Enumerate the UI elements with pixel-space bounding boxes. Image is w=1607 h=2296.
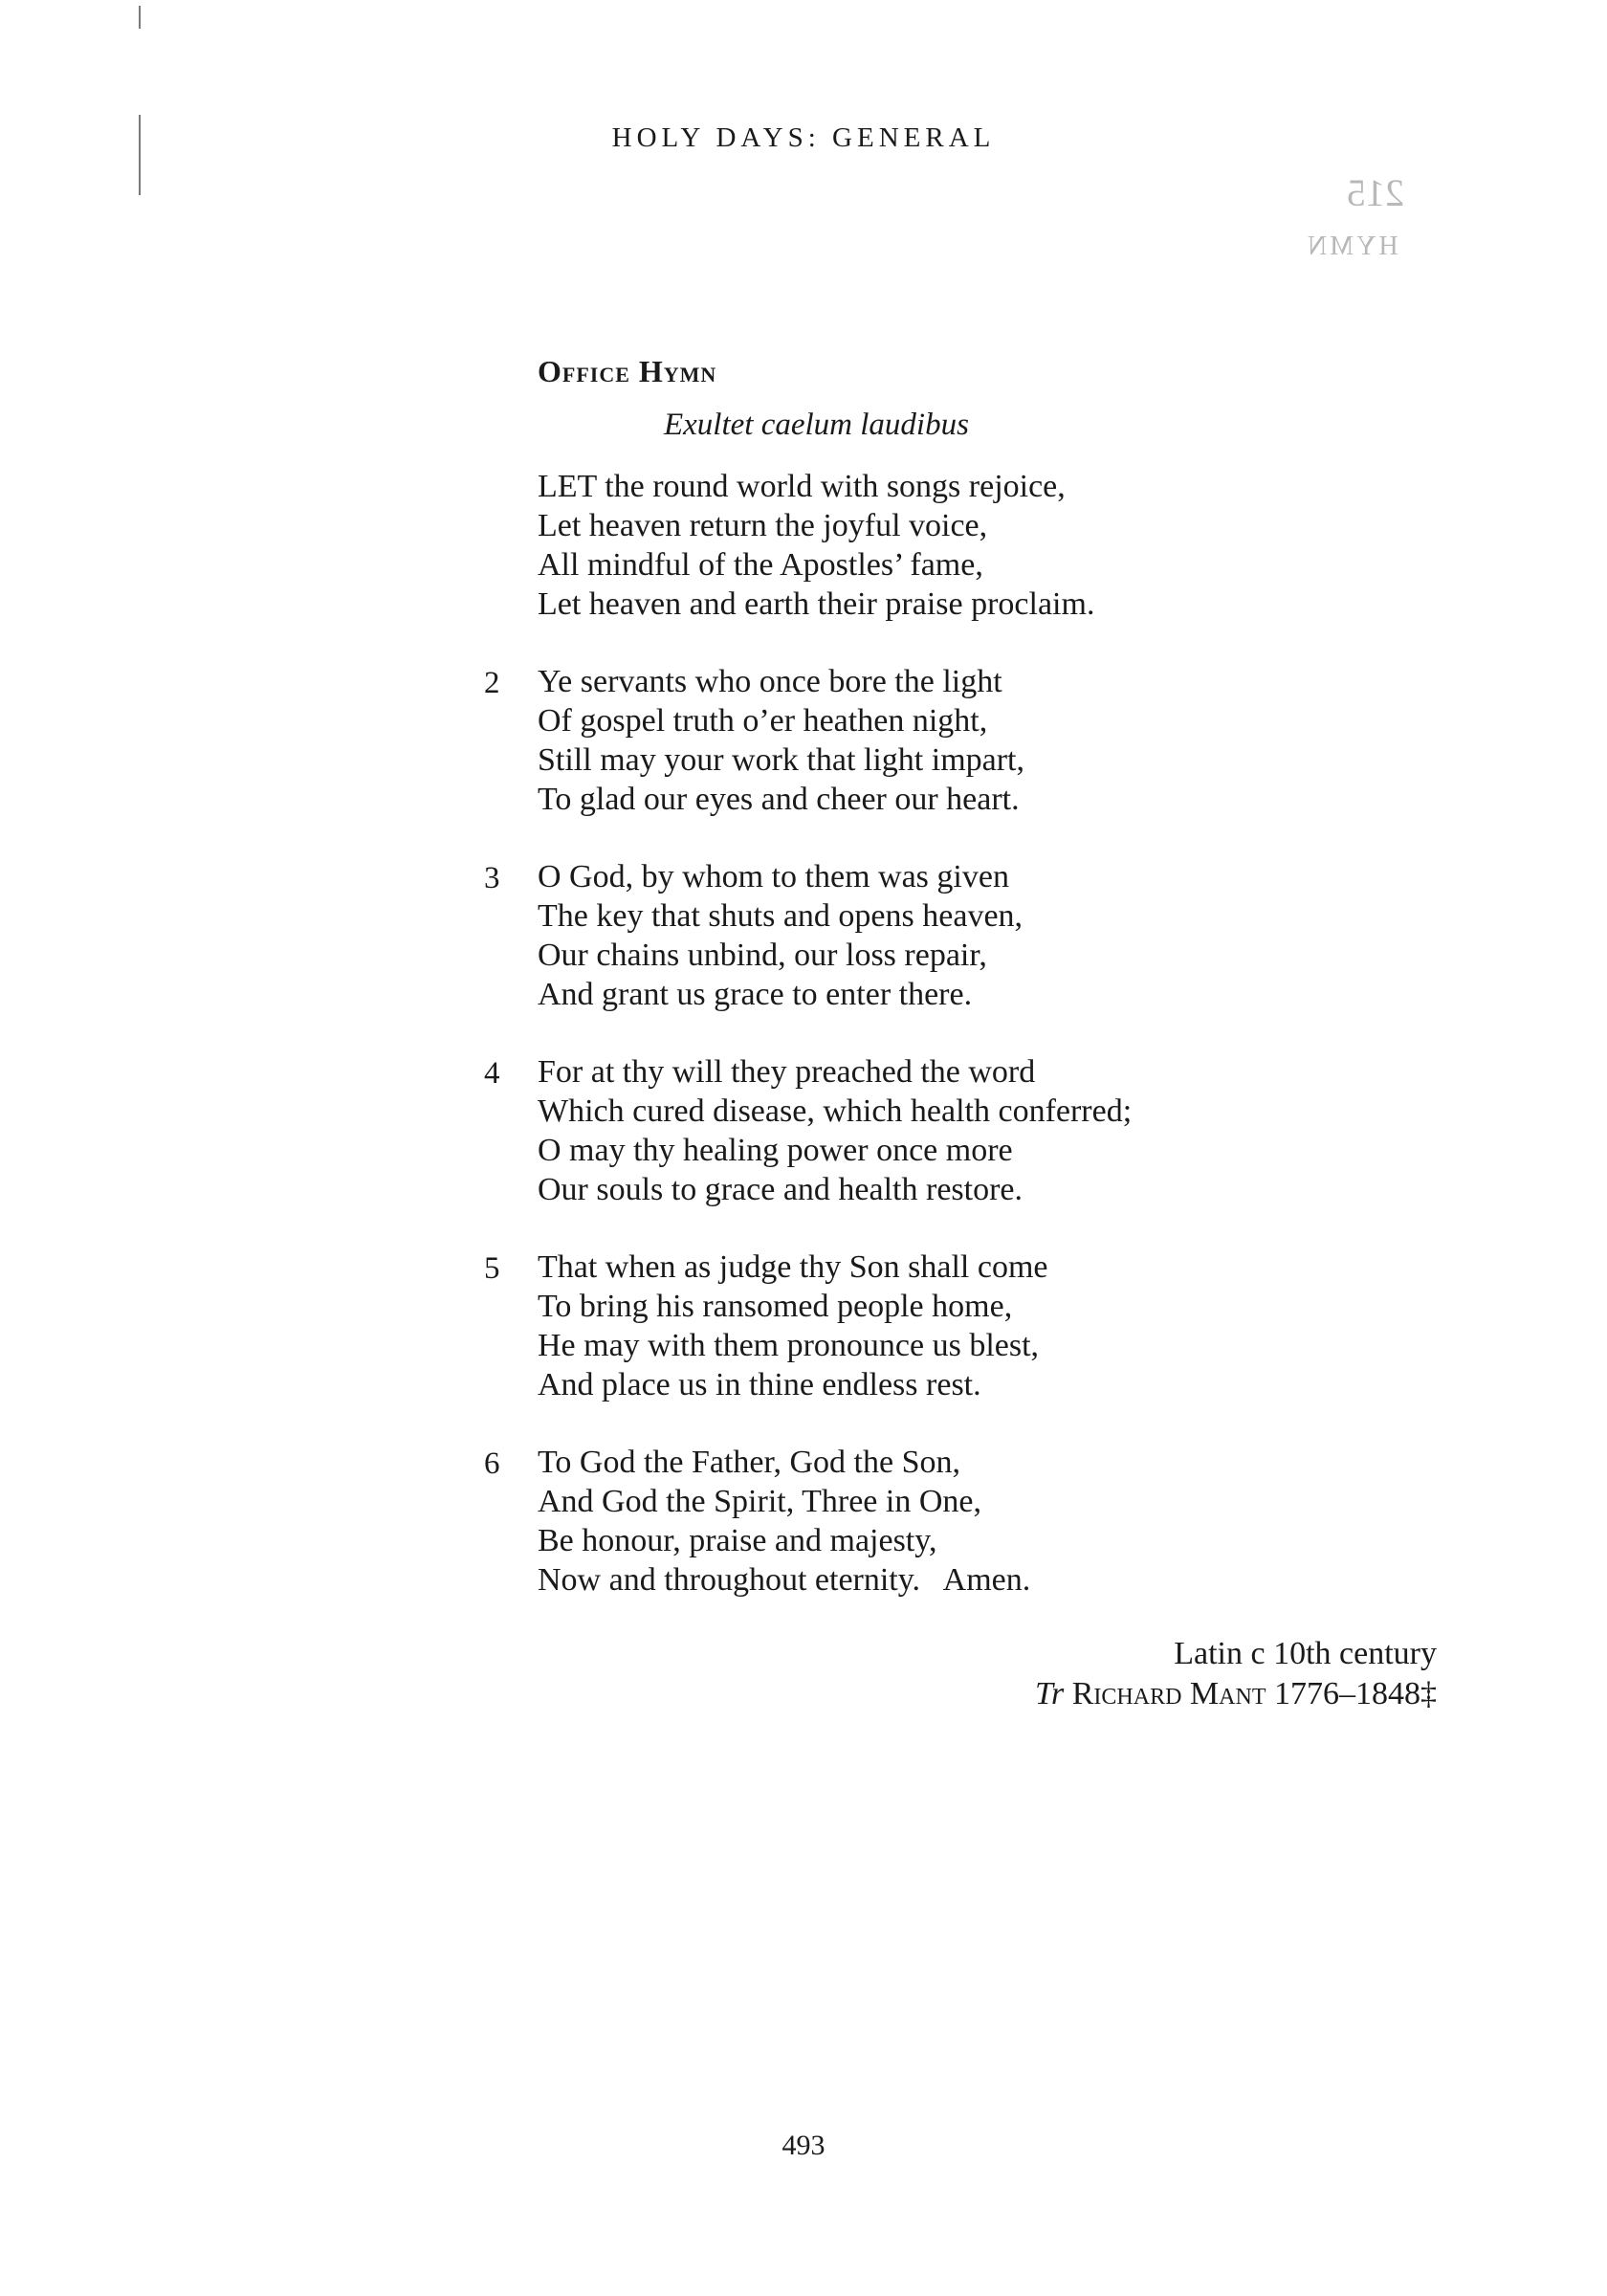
verse-line: Now and throughout eternity. Amen. <box>538 1562 1031 1598</box>
verse-line: O may thy healing power once more <box>538 1133 1013 1168</box>
stanza-number: 5 <box>484 1251 500 1286</box>
running-head: HOLY DAYS: GENERAL <box>611 122 996 153</box>
verse-line: To bring his ransomed people home, <box>538 1289 1013 1324</box>
verse-line: To God the Father, God the Son, <box>538 1445 960 1480</box>
verse-line: And place us in thine endless rest. <box>538 1367 981 1402</box>
stanza-number: 6 <box>484 1446 500 1481</box>
verse-line: Be honour, praise and majesty, <box>538 1523 937 1558</box>
verse-line: Of gospel truth o’er heathen night, <box>538 703 988 739</box>
verse-line: To glad our eyes and cheer our heart. <box>538 782 1020 817</box>
bleed-through-label: HYMN <box>1305 232 1398 261</box>
binding-mark-top <box>139 6 141 29</box>
verse-line: All mindful of the Apostles’ fame, <box>538 547 983 583</box>
translator-name: Richard Mant <box>1071 1676 1266 1711</box>
translator-line <box>1035 1674 1437 1714</box>
bleed-through-number: 215 <box>1347 171 1404 214</box>
hymn <box>484 352 1494 1638</box>
verse-line: Let heaven and earth their praise proclaim. <box>538 586 1095 622</box>
stanza-number: 3 <box>484 861 500 895</box>
verse-line: That when as judge thy Son shall come <box>538 1249 1048 1285</box>
stanza-number: 4 <box>484 1056 500 1091</box>
stanza-2 <box>484 662 1494 819</box>
verse-line: Our chains unbind, our loss repair, <box>538 938 987 973</box>
stanza-number: 2 <box>484 666 500 700</box>
verse-line: O God, by whom to them was given <box>538 859 1009 894</box>
page-number: 493 <box>781 2130 826 2161</box>
verse-line: For at thy will they preached the word <box>538 1054 1036 1090</box>
verse-line: Still may your work that light impart, <box>538 742 1025 778</box>
verse-line: LET the round world with songs rejoice, <box>538 469 1066 504</box>
translator-dates: 1776–1848‡ <box>1274 1676 1437 1711</box>
verse-line: And God the Spirit, Three in One, <box>538 1484 981 1519</box>
stanza-1 <box>538 467 1494 624</box>
verse-line: He may with them pronounce us blest, <box>538 1328 1040 1363</box>
source-line: Latin c 10th century <box>1174 1636 1437 1671</box>
verse-line: Let heaven return the joyful voice, <box>538 508 988 543</box>
verse-line: And grant us grace to enter there. <box>538 977 973 1012</box>
translator-prefix: Tr <box>1034 1676 1065 1711</box>
verse-line: Our souls to grace and health restore. <box>538 1172 1023 1207</box>
stanza-6 <box>484 1443 1494 1600</box>
stanza-5 <box>484 1247 1494 1404</box>
attribution <box>1035 1634 1437 1714</box>
verse-line: Ye servants who once bore the light <box>538 664 1002 699</box>
verse-line: Which cured disease, which health conferred; <box>538 1093 1133 1129</box>
latin-title: Exultet caelum laudibus <box>664 408 969 442</box>
verse-line: The key that shuts and opens heaven, <box>538 898 1024 934</box>
stanza-list <box>484 467 1494 1600</box>
stanza-3 <box>484 857 1494 1014</box>
section-heading: Office Hymn <box>538 354 717 388</box>
stanza-4 <box>484 1052 1494 1209</box>
